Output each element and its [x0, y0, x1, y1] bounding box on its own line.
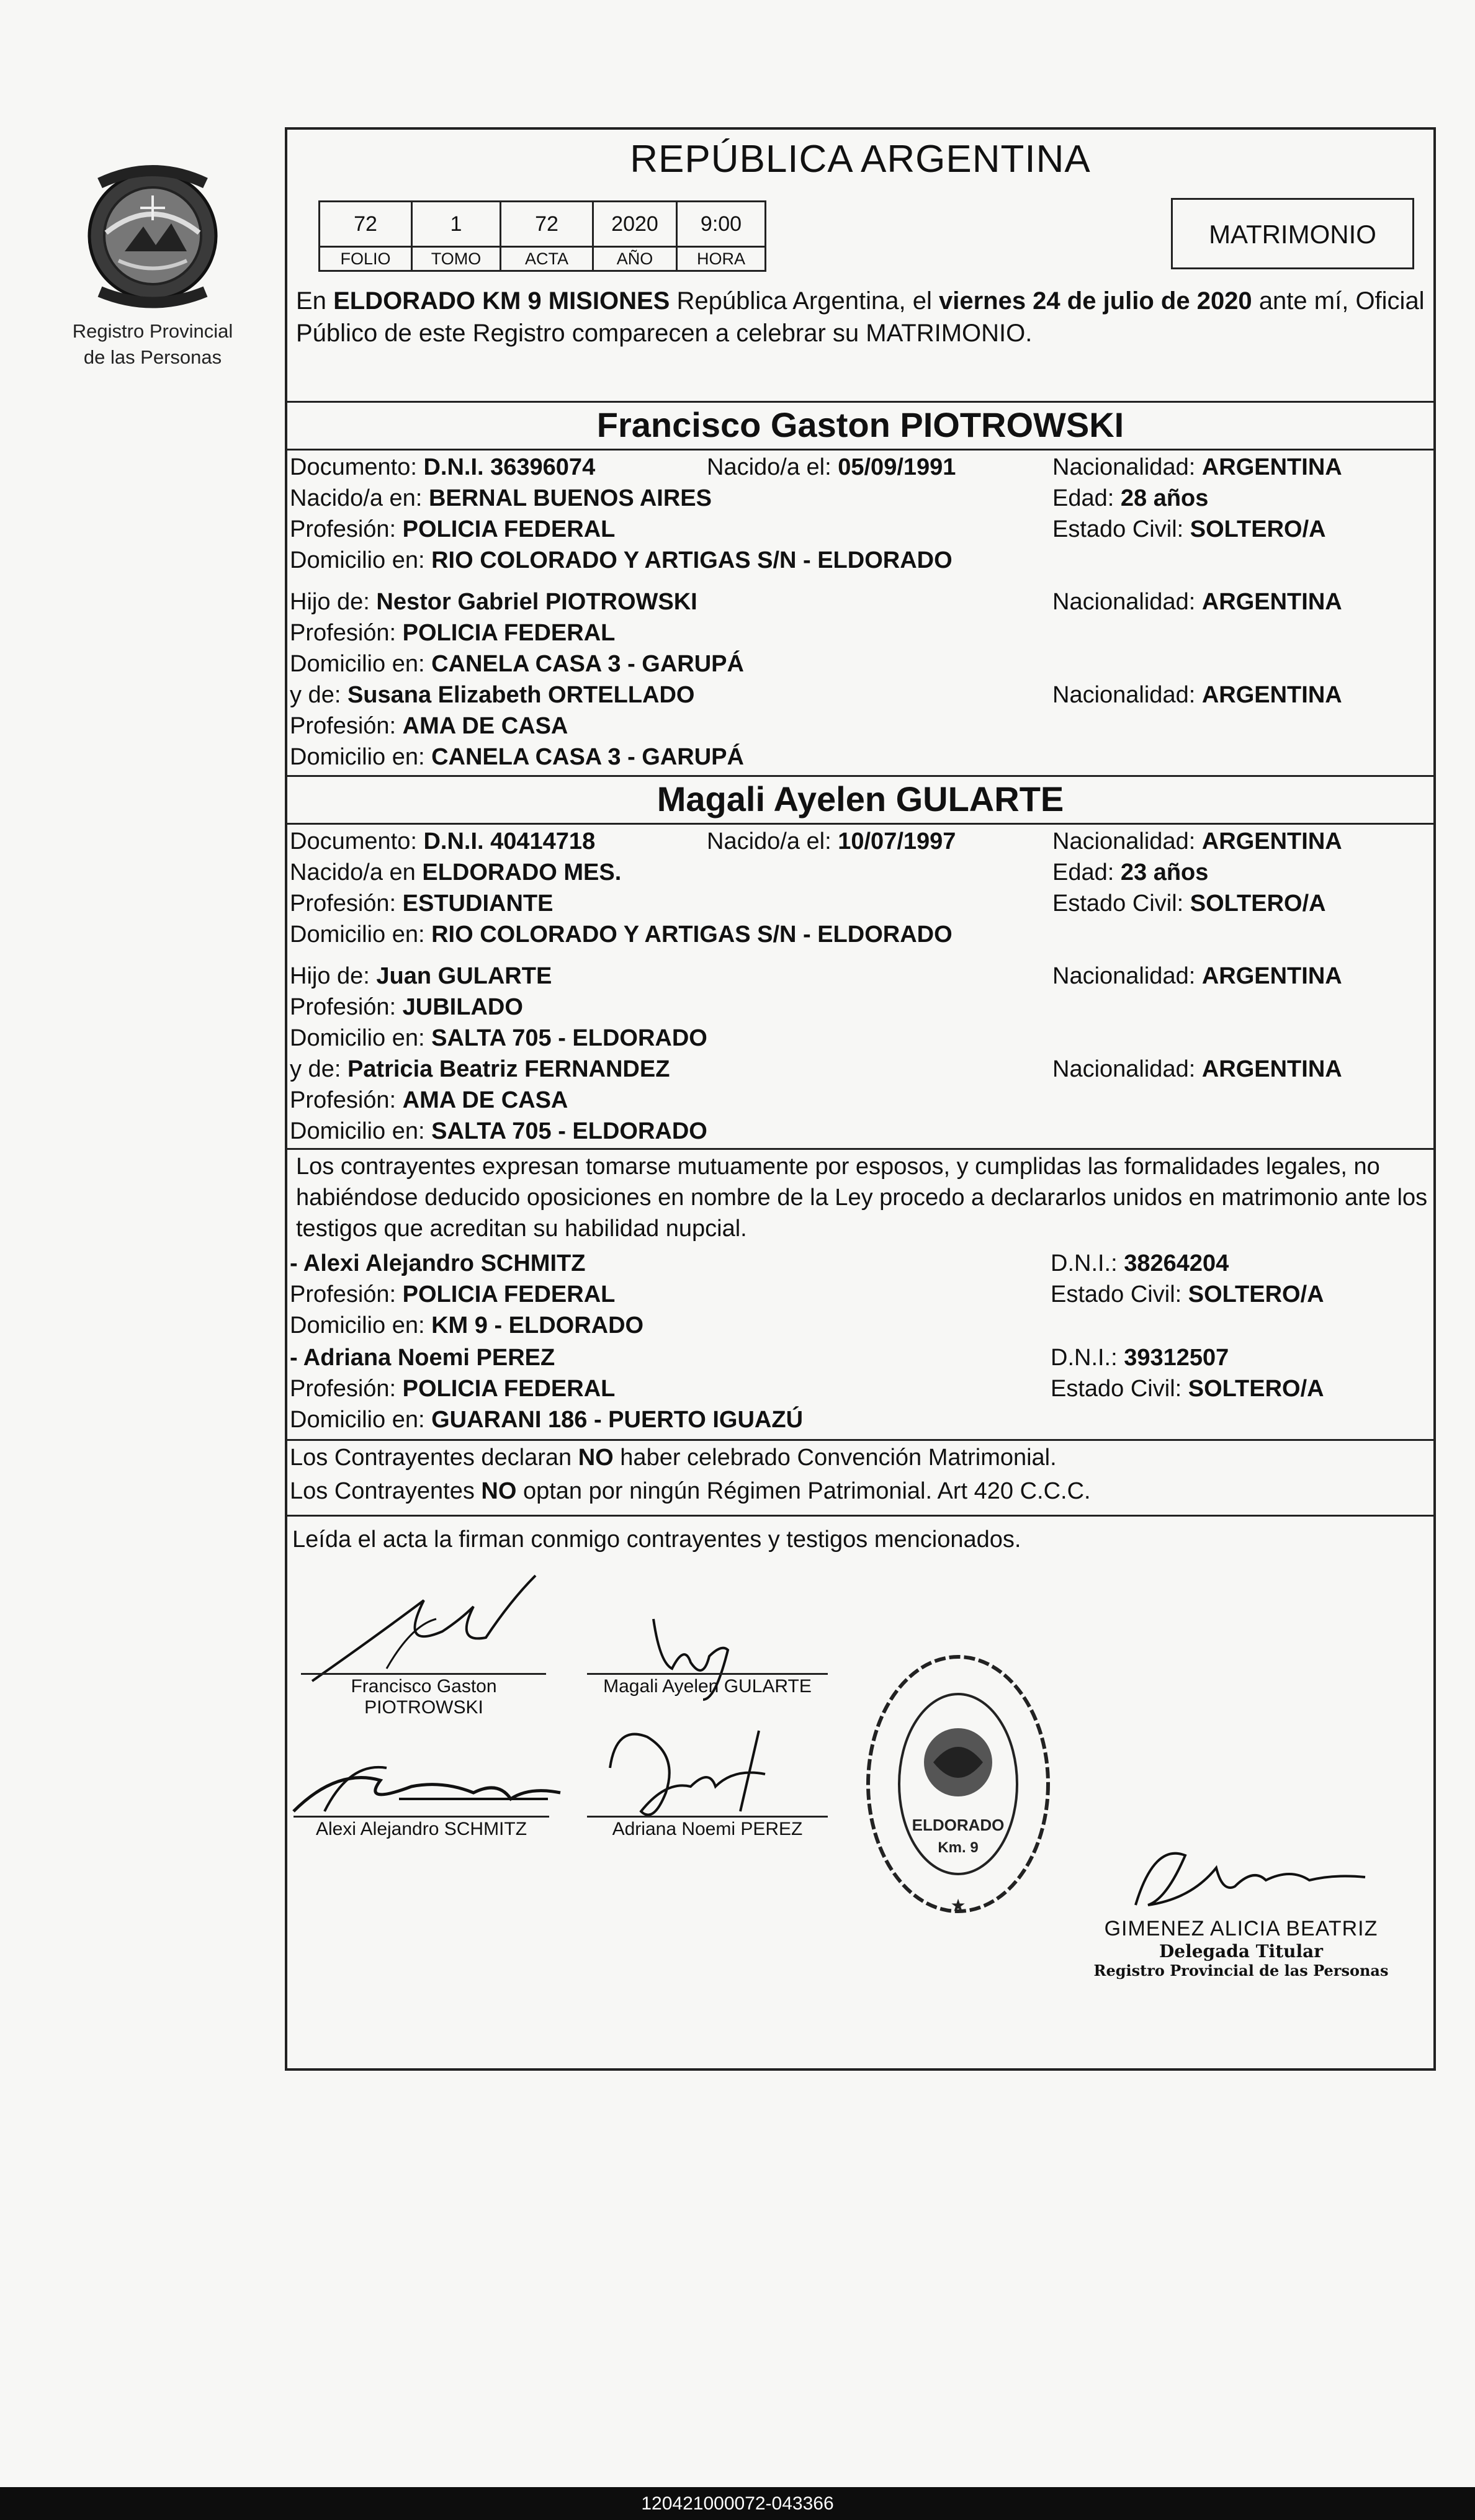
testigo1-profesion: Profesión: POLICIA FEDERAL [290, 1281, 616, 1307]
signature-line [301, 1673, 546, 1675]
testigo1-domicilio: Domicilio en: KM 9 - ELDORADO [290, 1312, 644, 1338]
signature-line [587, 1816, 828, 1818]
acta-value: 72 [501, 202, 593, 247]
province-logo [60, 158, 246, 369]
c2-estado-civil: Estado Civil: SOLTERO/A [1052, 890, 1326, 917]
c1-madre-nacionalidad: Nacionalidad: ARGENTINA [1052, 682, 1342, 708]
divider [287, 1439, 1433, 1441]
c2-madre-nacionalidad: Nacionalidad: ARGENTINA [1052, 1056, 1342, 1082]
divider [287, 1148, 1433, 1150]
c1-madre: y de: Susana Elizabeth ORTELLADO [290, 682, 695, 708]
logo-caption-line2: de las Personas [83, 346, 222, 368]
c1-padre: Hijo de: Nestor Gabriel PIOTROWSKI [290, 589, 697, 615]
c2-nacido-el: Nacido/a el: 10/07/1997 [707, 828, 956, 854]
c1-domicilio: Domicilio en: RIO COLORADO Y ARTIGAS S/N - ELDORADO [290, 547, 953, 573]
closing-text: Leída el acta la firman conmigo contrayentes y testigos mencionados. [292, 1527, 1021, 1553]
c2-edad: Edad: 23 años [1052, 859, 1209, 886]
c2-nacionalidad: Nacionalidad: ARGENTINA [1052, 828, 1342, 854]
c2-madre-profesion: Profesión: AMA DE CASA [290, 1087, 568, 1113]
acta-label: ACTA [501, 247, 593, 271]
testigo2-name: - Adriana Noemi PEREZ [290, 1345, 555, 1371]
c2-padre: Hijo de: Juan GULARTE [290, 963, 552, 989]
tomo-value: 1 [412, 202, 501, 247]
regimen-line2: Los Contrayentes NO optan por ningún Régimen Patrimonial. Art 420 C.C.C. [290, 1478, 1091, 1504]
c2-domicilio: Domicilio en: RIO COLORADO Y ARTIGAS S/N - ELDORADO [290, 921, 953, 948]
c1-madre-domicilio: Domicilio en: CANELA CASA 3 - GARUPÁ [290, 744, 744, 770]
testigo2-profesion: Profesión: POLICIA FEDERAL [290, 1376, 616, 1402]
official-role: Delegada Titular [1159, 1941, 1324, 1962]
c1-nacido-el: Nacido/a el: 05/09/1991 [707, 454, 956, 480]
testigo2-estado-civil: Estado Civil: SOLTERO/A [1051, 1376, 1324, 1402]
testigo1-name: - Alexi Alejandro SCHMITZ [290, 1250, 586, 1276]
tomo-label: TOMO [412, 247, 501, 271]
c2-nacido-en: Nacido/a en ELDORADO MES. [290, 859, 622, 886]
c2-padre-domicilio: Domicilio en: SALTA 705 - ELDORADO [290, 1025, 707, 1051]
c1-padre-domicilio: Domicilio en: CANELA CASA 3 - GARUPÁ [290, 651, 744, 677]
svg-text:★: ★ [950, 1896, 966, 1915]
regimen-line1: Los Contrayentes declaran NO haber celebrado Convención Matrimonial. [290, 1445, 1057, 1471]
document-title: REPÚBLICA ARGENTINA [630, 138, 1091, 181]
testigo1-estado-civil: Estado Civil: SOLTERO/A [1051, 1281, 1324, 1307]
testigo2-dni: D.N.I.: 39312507 [1051, 1345, 1229, 1371]
c1-padre-nacionalidad: Nacionalidad: ARGENTINA [1052, 589, 1342, 615]
intro-suffix: ante mí, Oficial Público de este Registro comparecen a celebrar su MATRIMONIO. [296, 287, 1425, 347]
divider [287, 449, 1433, 451]
anio-value: 2020 [593, 202, 677, 247]
folio-label: FOLIO [320, 247, 412, 271]
c1-documento: Documento: D.N.I. 36396074 [290, 454, 596, 480]
contrayente2-name: Magali Ayelen GULARTE [657, 779, 1064, 818]
divider [287, 775, 1433, 777]
c2-madre-domicilio: Domicilio en: SALTA 705 - ELDORADO [290, 1118, 707, 1144]
c1-nacido-en: Nacido/a en: BERNAL BUENOS AIRES [290, 485, 712, 511]
testigo1-dni: D.N.I.: 38264204 [1051, 1250, 1229, 1276]
svg-text:Km. 9: Km. 9 [938, 1839, 979, 1856]
document-barcode-id: 120421000072-043366 [0, 2487, 1475, 2520]
intro-date: viernes 24 de julio de 2020 [938, 287, 1252, 315]
svg-text:ELDORADO: ELDORADO [912, 1816, 1005, 1834]
testigo2-domicilio: Domicilio en: GUARANI 186 - PUERTO IGUAZÚ [290, 1407, 804, 1433]
signature-label-piotrowski: Francisco Gaston PIOTROWSKI [351, 1676, 497, 1718]
intro-paragraph [296, 285, 1432, 349]
divider [287, 1515, 1433, 1517]
c1-estado-civil: Estado Civil: SOLTERO/A [1052, 516, 1326, 542]
c1-profesion: Profesión: POLICIA FEDERAL [290, 516, 616, 542]
signature-schmitz [287, 1743, 573, 1824]
hora-value: 9:00 [677, 202, 766, 247]
divider [287, 823, 1433, 825]
signature-official [1111, 1831, 1371, 1917]
misiones-seal-icon [81, 158, 224, 313]
signature-piotrowski [300, 1563, 560, 1687]
divider [287, 401, 1433, 403]
signature-label-schmitz: Alexi Alejandro SCHMITZ [315, 1819, 527, 1839]
c2-madre: y de: Patricia Beatriz FERNANDEZ [290, 1056, 670, 1082]
signature-label-perez: Adriana Noemi PEREZ [612, 1819, 803, 1839]
act-type-box: MATRIMONIO [1171, 198, 1414, 269]
c2-profesion: Profesión: ESTUDIANTE [290, 890, 554, 917]
declaration-paragraph: Los contrayentes expresan tomarse mutuamente por esposos, y cumplidas las formalidades legales, no habiéndose deducido oposiciones en nombre de la Ley procedo a declararlos unidos en matrimonio ante los testigos que acreditan su habilidad nupcial. [296, 1154, 1428, 1242]
c1-padre-profesion: Profesión: POLICIA FEDERAL [290, 620, 616, 646]
official-name: GIMENEZ ALICIA BEATRIZ [1104, 1917, 1378, 1940]
folio-value: 72 [320, 202, 412, 247]
c1-nacionalidad: Nacionalidad: ARGENTINA [1052, 454, 1342, 480]
registry-meta-table [318, 200, 766, 272]
intro-place: ELDORADO KM 9 MISIONES [333, 287, 670, 315]
official-signature-block [1080, 1831, 1402, 1980]
c1-edad: Edad: 28 años [1052, 485, 1209, 511]
delegation-stamp-icon [859, 1644, 1057, 1924]
signature-line [294, 1816, 549, 1818]
c2-padre-profesion: Profesión: JUBILADO [290, 994, 523, 1020]
logo-caption-line1: Registro Provincial [72, 320, 233, 342]
c2-padre-nacionalidad: Nacionalidad: ARGENTINA [1052, 963, 1342, 989]
c2-documento: Documento: D.N.I. 40414718 [290, 828, 596, 854]
intro-middle: República Argentina, el [676, 287, 932, 315]
intro-prefix: En [296, 287, 326, 315]
hora-label: HORA [677, 247, 766, 271]
c1-madre-profesion: Profesión: AMA DE CASA [290, 713, 568, 739]
anio-label: AÑO [593, 247, 677, 271]
official-office: Registro Provincial de las Personas [1093, 1962, 1389, 1980]
signature-line [587, 1673, 828, 1675]
signature-label-gularte: Magali Ayelen GULARTE [603, 1676, 812, 1697]
contrayente1-name: Francisco Gaston PIOTROWSKI [596, 405, 1124, 444]
